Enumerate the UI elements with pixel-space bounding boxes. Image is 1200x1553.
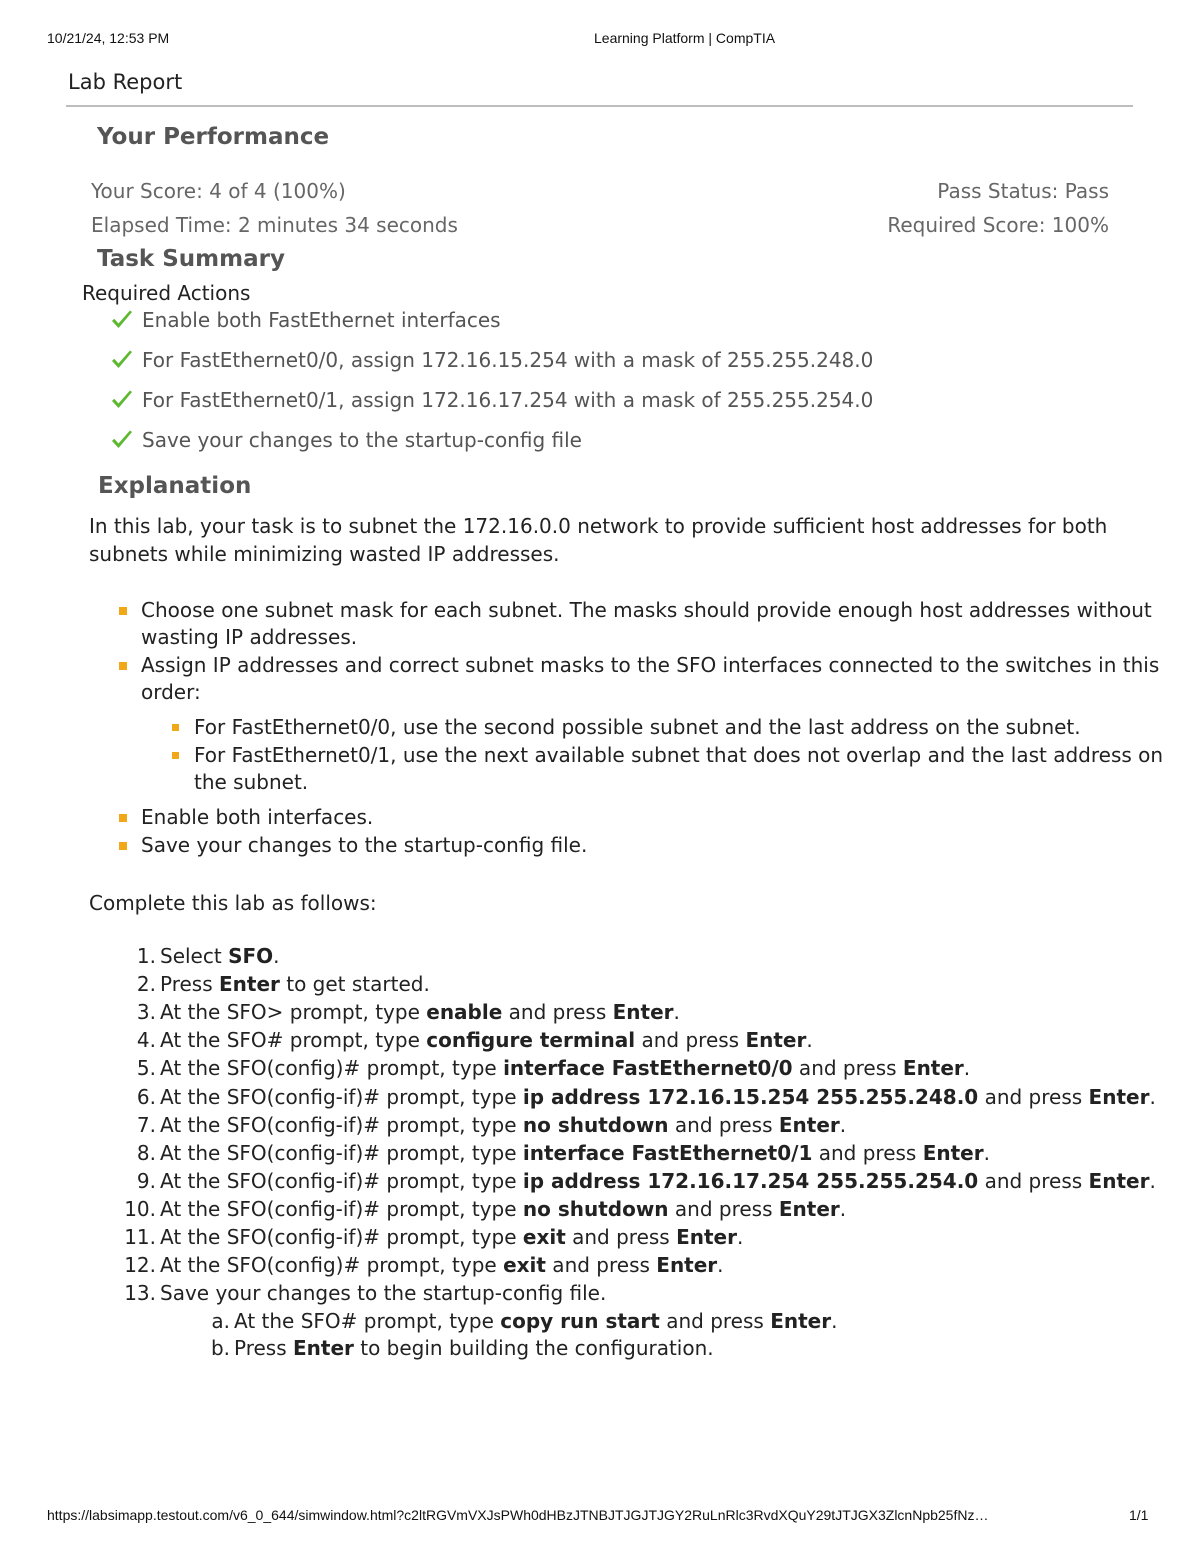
step-text: .	[806, 1028, 813, 1053]
your-performance-heading: Your Performance	[97, 124, 330, 150]
explanation-sub-bullet	[194, 714, 1081, 741]
bullet-text: the subnet.	[194, 770, 309, 794]
step-text: .	[963, 1056, 971, 1081]
step-item	[136, 1000, 680, 1025]
bullet-text: Save your changes to the startup-config file.	[141, 833, 588, 857]
step-number: 5.	[136, 1056, 156, 1081]
pass-status-text: Pass Status: Pass	[937, 179, 1109, 203]
step-keyword: enable	[426, 1000, 503, 1025]
print-page-count: 1/1	[1129, 1507, 1149, 1523]
bullet-text: Choose one subnet mask for each subnet. The masks should provide enough host addresses without	[141, 598, 1152, 622]
checkmark-icon	[110, 388, 134, 412]
bullet-marker	[119, 814, 127, 822]
step-keyword: exit	[503, 1253, 546, 1278]
step-item	[124, 1225, 744, 1249]
step-item	[136, 1084, 1156, 1109]
step-text: and press	[659, 1309, 771, 1333]
step-text: At the SFO(config-if)# prompt, type	[160, 1140, 523, 1165]
required-score-text: Required Score: 100%	[887, 213, 1109, 237]
step-item	[124, 1196, 847, 1221]
step-keyword: Enter	[676, 1225, 737, 1249]
step-keyword: Enter	[922, 1140, 984, 1165]
step-number: 4.	[136, 1028, 156, 1053]
bullet-marker	[119, 662, 127, 670]
title-divider	[66, 105, 1133, 107]
explanation-heading: Explanation	[98, 473, 252, 499]
step-text: .	[1149, 1084, 1156, 1109]
step-text: At the SFO# prompt, type	[160, 1028, 427, 1053]
step-item	[136, 1112, 847, 1137]
step-keyword: Enter	[902, 1056, 964, 1081]
action-item	[110, 426, 582, 454]
step-keyword: Enter	[293, 1336, 354, 1360]
task-summary-heading: Task Summary	[97, 246, 285, 272]
step-keyword: interface FastEthernet0/0	[503, 1056, 793, 1081]
step-number: 10.	[124, 1196, 156, 1221]
step-number: 3.	[136, 1000, 156, 1025]
lab-report-title: Lab Report	[68, 70, 183, 94]
action-item	[110, 306, 501, 334]
step-keyword: no shutdown	[522, 1196, 669, 1221]
step-text: Press	[234, 1336, 293, 1360]
step-text: At the SFO(config)# prompt, type	[160, 1253, 504, 1278]
action-item	[110, 386, 873, 414]
print-url: https://labsimapp.testout.com/v6_0_644/simwindow.html?c2ltRGVmVXJsPWh0dHBzJTNBJTJGJTJGY2RuLnRlc3RvdXQuY29tJTJGX3ZlcnNpb25fNz…	[47, 1507, 989, 1523]
step-text: to begin building the configuration.	[353, 1336, 714, 1360]
checkmark-icon	[110, 308, 134, 332]
action-text: For FastEthernet0/0, assign 172.16.15.254 with a mask of 255.255.248.0	[142, 348, 874, 372]
step-text: .	[831, 1309, 838, 1333]
step-text: and press	[792, 1056, 903, 1081]
step-item	[136, 1056, 971, 1081]
step-item	[136, 1028, 813, 1053]
step-text: .	[273, 944, 280, 968]
bullet-text: order:	[141, 680, 201, 704]
step-keyword: Enter	[219, 972, 280, 997]
required-actions-label: Required Actions	[82, 281, 251, 305]
step-item	[136, 972, 430, 997]
step-number: 8.	[136, 1140, 156, 1165]
step-item	[136, 1140, 990, 1165]
score-text: Your Score: 4 of 4 (100%)	[91, 179, 346, 203]
bullet-marker	[172, 752, 179, 759]
step-text: and press	[812, 1140, 923, 1165]
step-number: 9.	[136, 1168, 156, 1193]
step-text: .	[839, 1112, 847, 1137]
explanation-bullet	[141, 597, 1152, 651]
step-keyword: ip address 172.16.17.254 255.255.254.0	[522, 1168, 979, 1193]
step-text: At the SFO(config)# prompt, type	[160, 1056, 504, 1081]
bullet-text: For FastEthernet0/1, use the next available subnet that does not overlap and the last address on	[194, 743, 1164, 767]
elapsed-time-text: Elapsed Time: 2 minutes 34 seconds	[91, 213, 458, 237]
step-text: At the SFO(config-if)# prompt, type	[160, 1084, 523, 1109]
bullet-text: Enable both interfaces.	[141, 805, 374, 829]
step-text: .	[1149, 1168, 1156, 1193]
explanation-intro-line: subnets while minimizing wasted IP addresses.	[89, 542, 560, 566]
step-text: At the SFO> prompt, type	[160, 1000, 427, 1025]
step-number: 1.	[136, 944, 156, 968]
step-number: 2.	[136, 972, 156, 997]
step-text: and press	[978, 1084, 1089, 1109]
step-text: to get started.	[279, 972, 430, 997]
step-number: b.	[210, 1336, 230, 1360]
step-keyword: SFO	[228, 944, 274, 968]
action-text: Enable both FastEthernet interfaces	[142, 308, 501, 332]
print-page-title: Learning Platform | CompTIA	[594, 30, 776, 46]
step-number: a.	[211, 1309, 230, 1333]
step-number: 13.	[124, 1281, 156, 1306]
explanation-intro-line: In this lab, your task is to subnet the 172.16.0.0 network to provide sufficient host addresses for both	[89, 514, 1108, 538]
step-text: Select	[160, 944, 229, 968]
explanation-bullet	[141, 832, 587, 859]
step-keyword: Enter	[778, 1196, 840, 1221]
step-number: 11.	[124, 1225, 156, 1249]
step-keyword: Enter	[612, 1000, 674, 1025]
step-item	[136, 1168, 1156, 1193]
complete-intro: Complete this lab as follows:	[89, 891, 377, 915]
step-text: and press	[545, 1253, 657, 1278]
step-text: and press	[502, 1000, 613, 1025]
step-item	[136, 944, 280, 968]
bullet-text: Assign IP addresses and correct subnet masks to the SFO interfaces connected to the switches in this	[141, 653, 1160, 677]
step-text: At the SFO(config-if)# prompt, type	[160, 1196, 523, 1221]
step-text: .	[736, 1225, 744, 1249]
action-text: For FastEthernet0/1, assign 172.16.17.254 with a mask of 255.255.254.0	[142, 388, 874, 412]
step-text: At the SFO(config-if)# prompt, type	[160, 1168, 523, 1193]
step-text: and press	[635, 1028, 746, 1053]
step-keyword: Enter	[1088, 1084, 1150, 1109]
step-keyword: configure terminal	[426, 1028, 636, 1053]
action-text: Save your changes to the startup-config file	[142, 428, 582, 452]
checkmark-icon	[110, 428, 134, 452]
explanation-bullet	[141, 804, 373, 831]
step-text: .	[673, 1000, 680, 1025]
step-item	[211, 1309, 838, 1333]
step-text: and press	[978, 1168, 1089, 1193]
step-number: 7.	[136, 1112, 156, 1137]
print-datetime: 10/21/24, 12:53 PM	[47, 30, 170, 46]
step-number: 12.	[124, 1253, 156, 1278]
step-keyword: exit	[522, 1225, 566, 1249]
step-item	[210, 1336, 714, 1360]
step-keyword: Enter	[745, 1028, 807, 1053]
bullet-marker	[119, 842, 127, 850]
step-text: .	[717, 1253, 724, 1278]
step-text: and press	[668, 1112, 779, 1137]
step-item	[124, 1253, 724, 1278]
step-text: and press	[668, 1196, 779, 1221]
bullet-marker	[172, 724, 179, 731]
step-keyword: copy run start	[500, 1309, 660, 1333]
step-keyword: Enter	[770, 1309, 832, 1333]
step-text: At the SFO(config-if)# prompt, type	[160, 1112, 523, 1137]
step-text: At the SFO# prompt, type	[234, 1309, 501, 1333]
step-keyword: Enter	[778, 1112, 840, 1137]
step-number: 6.	[136, 1084, 156, 1109]
step-item	[124, 1281, 607, 1306]
step-text: Save your changes to the startup-config file.	[160, 1281, 607, 1306]
checkmark-icon	[110, 348, 134, 372]
bullet-text: For FastEthernet0/0, use the second possible subnet and the last address on the subnet.	[194, 715, 1081, 739]
explanation-bullet	[141, 652, 1159, 706]
action-item	[110, 346, 873, 374]
step-text: .	[983, 1140, 990, 1165]
step-text: and press	[565, 1225, 677, 1249]
step-keyword: interface FastEthernet0/1	[522, 1140, 813, 1165]
step-text: Press	[160, 972, 219, 997]
bullet-marker	[119, 607, 127, 615]
step-keyword: Enter	[1088, 1168, 1150, 1193]
step-keyword: Enter	[656, 1253, 718, 1278]
step-keyword: ip address 172.16.15.254 255.255.248.0	[522, 1084, 979, 1109]
bullet-text: wasting IP addresses.	[141, 625, 358, 649]
explanation-sub-bullet	[194, 742, 1163, 796]
step-text: At the SFO(config-if)# prompt, type	[160, 1225, 523, 1249]
step-text: .	[839, 1196, 847, 1221]
step-keyword: no shutdown	[522, 1112, 669, 1137]
